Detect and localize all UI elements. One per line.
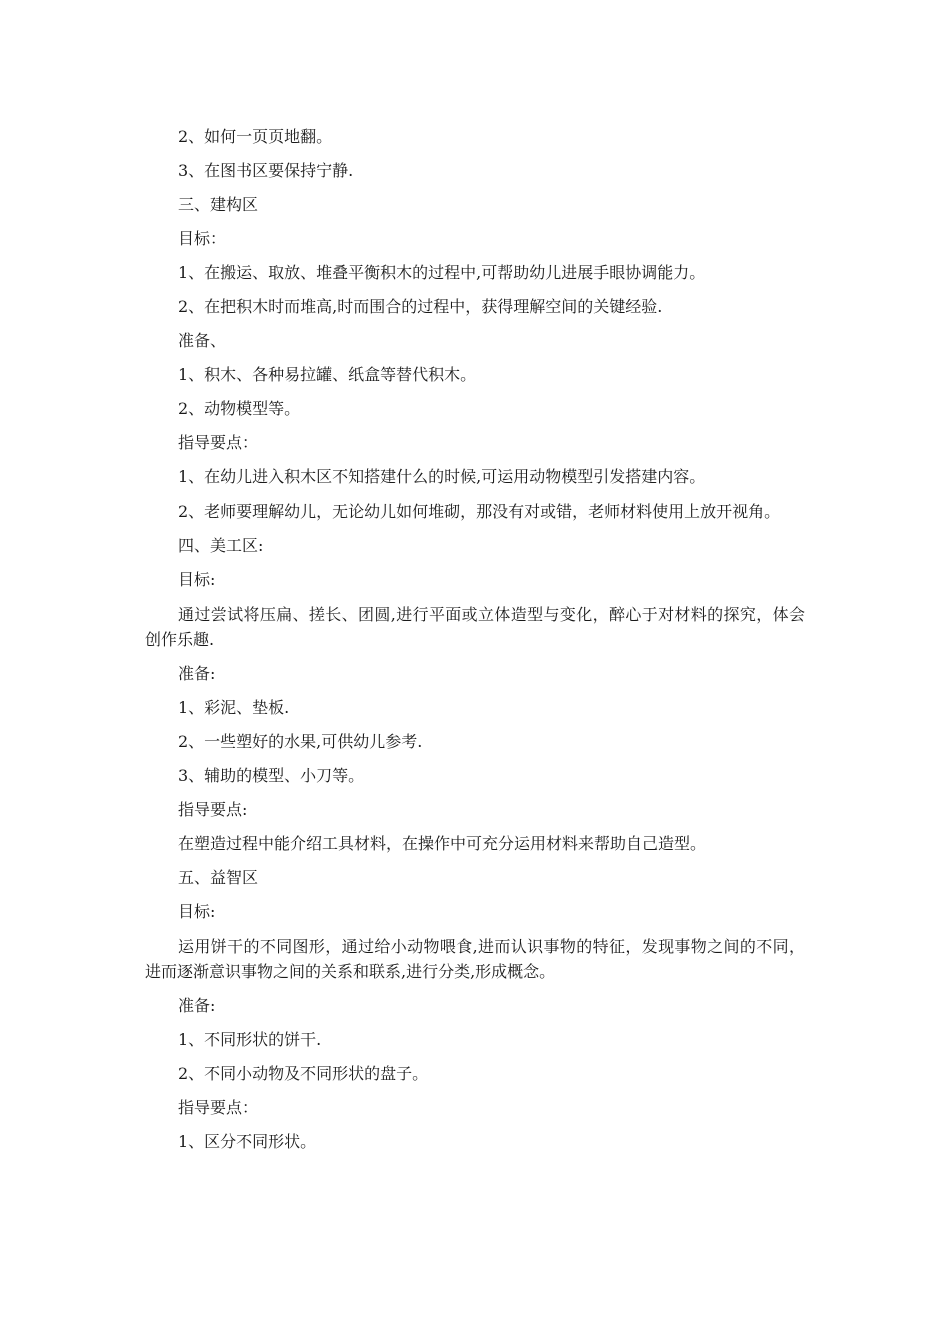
subheading: 目标:: [178, 570, 216, 589]
list-item: 2、在把积木时而堆高,时而围合的过程中，获得理解空间的关键经验.: [178, 297, 663, 316]
body-paragraph: 在塑造过程中能介绍工具材料，在操作中可充分运用材料来帮助自己造型。: [178, 834, 707, 853]
list-item: 3、辅助的模型、小刀等。: [178, 766, 365, 785]
list-item: 1、彩泥、垫板.: [178, 698, 290, 717]
subheading: 指导要点：: [178, 1098, 259, 1117]
subheading: 准备:: [178, 664, 216, 683]
list-item: 2、如何一页页地翻。: [178, 127, 333, 146]
subheading: 准备、: [178, 331, 227, 350]
subheading: 准备:: [178, 996, 216, 1015]
body-paragraph: 运用饼干的不同图形，通过给小动物喂食,进而认识事物的特征，发现事物之间的不同，进而逐渐意识事物之间的关系和联系,进行分类,形成概念。: [145, 937, 805, 981]
list-item: 2、动物模型等。: [178, 399, 301, 418]
list-item: 1、在幼儿进入积木区不知搭建什么的时候,可运用动物模型引发搭建内容。: [178, 467, 706, 486]
document-page: [145, 125, 805, 1164]
body-paragraph: 通过尝试将压扁、搓长、团圆,进行平面或立体造型与变化，醉心于对材料的探究，体会创作乐趣.: [145, 605, 805, 649]
list-item: 2、不同小动物及不同形状的盘子。: [178, 1064, 429, 1083]
list-item: 2、一些塑好的水果,可供幼儿参考.: [178, 732, 423, 751]
subheading: 目标：: [178, 229, 227, 248]
subheading: 指导要点：: [178, 433, 259, 452]
section-heading: 三、建构区: [178, 195, 259, 214]
subheading: 目标:: [178, 902, 216, 921]
list-item: 1、不同形状的饼干.: [178, 1030, 322, 1049]
list-item: 3、在图书区要保持宁静.: [178, 161, 354, 180]
subheading: 指导要点:: [178, 800, 248, 819]
list-item: 1、积木、各种易拉罐、纸盒等替代积木。: [178, 365, 477, 384]
list-item: 2、老师要理解幼儿，无论幼儿如何堆砌，那没有对或错，老师材料使用上放开视角。: [178, 502, 781, 521]
list-item: 1、区分不同形状。: [178, 1132, 317, 1151]
section-heading: 四、美工区:: [178, 536, 264, 555]
section-heading: 五、益智区: [178, 868, 259, 887]
list-item: 1、在搬运、取放、堆叠平衡积木的过程中,可帮助幼儿进展手眼协调能力。: [178, 263, 706, 282]
